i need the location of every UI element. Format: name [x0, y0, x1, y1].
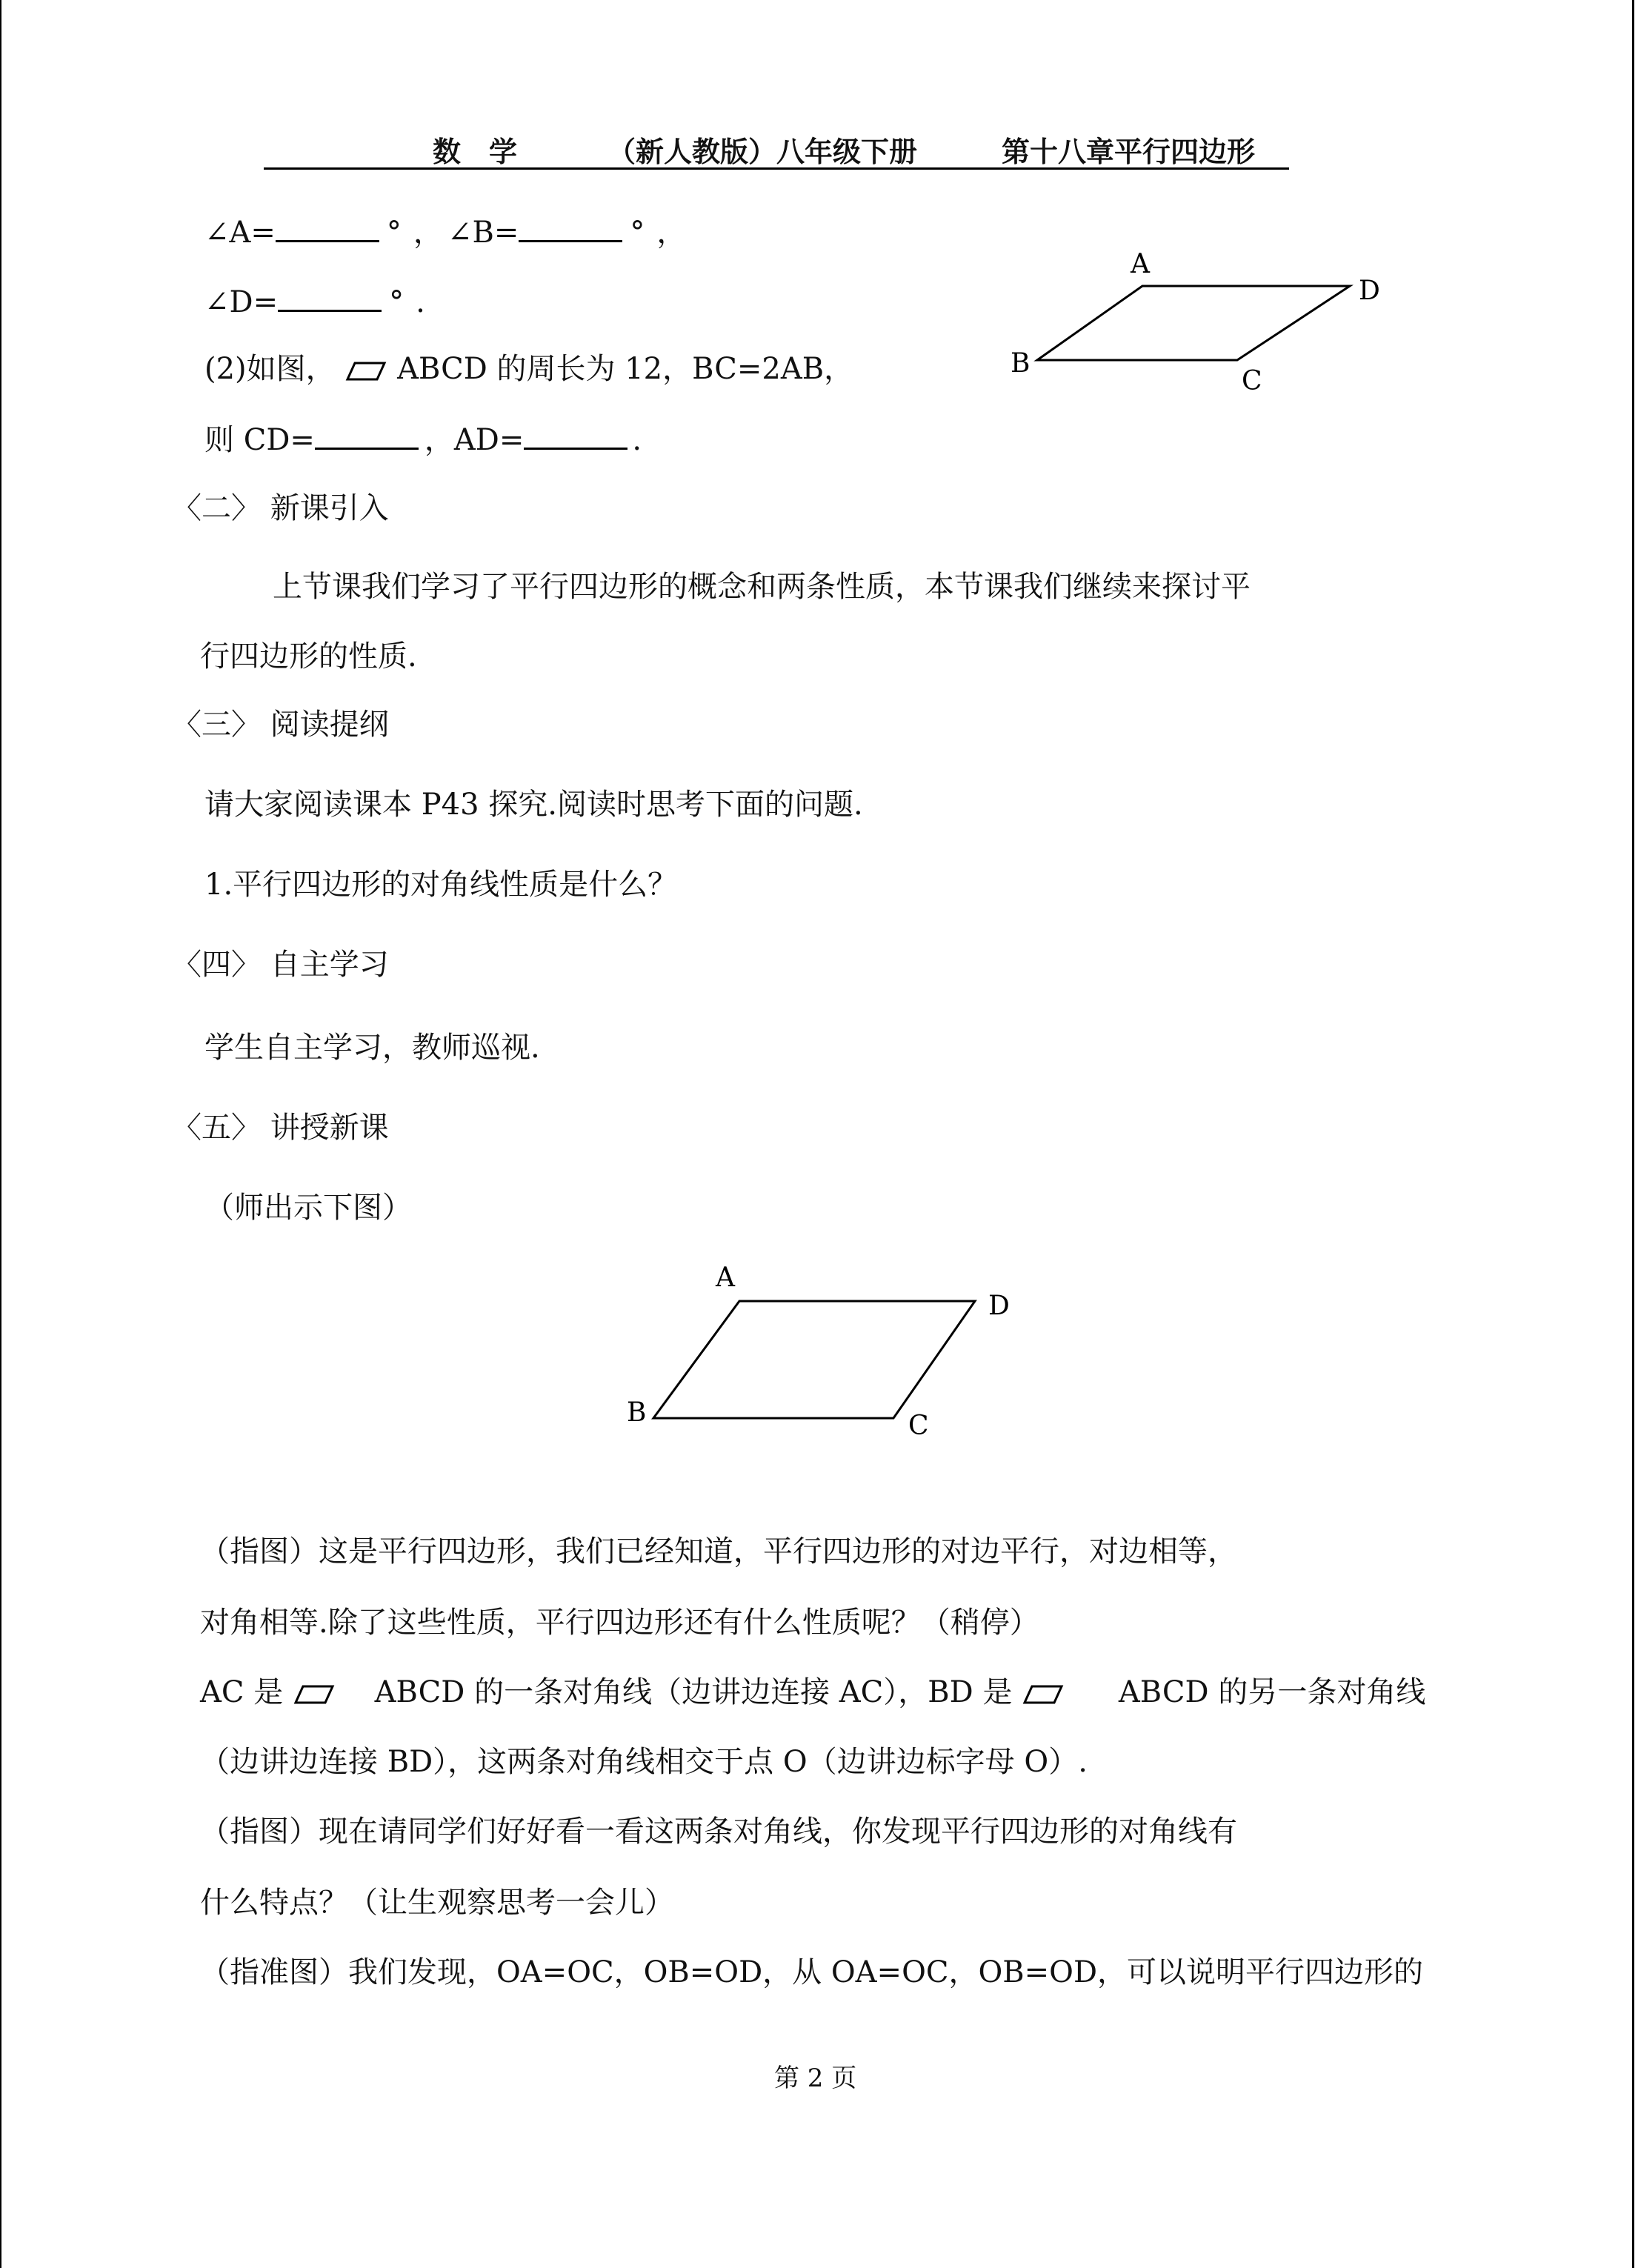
header-subject: 数 学 [433, 135, 518, 168]
angle-b-label: ∠B= [447, 216, 519, 250]
paragraph-line: 对角相等.除了这些性质，平行四边形还有什么性质呢？（稍停） [200, 1606, 1039, 1640]
exercise-q2-line1 [204, 351, 853, 387]
paragraph-line: （边讲边连接 BD），这两条对角线相交于点 O（边讲边标字母 O）. [200, 1745, 1088, 1779]
degree-symbol: ° [386, 216, 402, 250]
q2-cd-label: 则 CD= [204, 423, 315, 457]
figure-parallelogram-1 [993, 245, 1393, 408]
degree-symbol: ° [630, 216, 645, 250]
paragraph-line: （师出示下图） [204, 1191, 412, 1225]
period: . [632, 423, 642, 457]
parallelogram-shape [653, 1301, 975, 1418]
paragraph-line-with-symbols [200, 1675, 1425, 1710]
vertex-label-d: D [988, 1291, 1010, 1321]
separator-comma: ， [656, 216, 687, 250]
vertex-label-b: B [627, 1397, 647, 1428]
p2-part1: AC 是 [200, 1675, 284, 1709]
exercise-angles-line1 [204, 215, 686, 250]
q2-text: ABCD 的周长为 12，BC=2AB， [397, 352, 854, 386]
paragraph-line: 行四边形的性质. [200, 639, 417, 674]
vertex-label-a: A [1131, 249, 1150, 279]
vertex-label-c: C [908, 1411, 929, 1441]
paragraph-line: 什么特点？（让生观察思考一会儿） [200, 1886, 674, 1920]
page-number: 第 2 页 [774, 2064, 857, 2093]
ad-blank [524, 422, 627, 450]
p2-part3: ABCD 的另一条对角线 [1118, 1675, 1426, 1709]
exercise-q2-line2 [204, 422, 642, 458]
paragraph-line: （指图）这是平行四边形，我们已经知道，平行四边形的对边平行，对边相等， [200, 1534, 1237, 1569]
section-heading: 〈五〉 讲授新课 [172, 1111, 389, 1145]
parallelogram-shape [1037, 286, 1350, 360]
degree-symbol: ° [389, 285, 404, 319]
vertex-label-a: A [716, 1263, 735, 1293]
figure-parallelogram-2 [615, 1252, 1030, 1445]
paragraph-line: 上节课我们学习了平行四边形的概念和两条性质，本节课我们继续来探讨平 [273, 570, 1251, 604]
header-edition: （新人教版）八年级下册 [607, 135, 918, 168]
separator-comma: ， [413, 216, 443, 250]
paragraph-line: （指准图）我们发现，OA=OC，OB=OD，从 OA=OC，OB=OD，可以说明平行四边形的 [200, 1955, 1424, 1989]
angle-d-blank [278, 285, 382, 312]
page-header [264, 126, 1289, 170]
paragraph-line: 学生自主学习，教师巡视. [204, 1031, 540, 1065]
period: . [416, 285, 425, 319]
section-heading: 〈三〉 阅读提纲 [172, 708, 389, 742]
paragraph-line: （指图）现在请同学们好好看一看这两条对角线，你发现平行四边形的对角线有 [200, 1815, 1237, 1849]
parallelogram-icon [1022, 1682, 1065, 1707]
header-chapter: 第十八章平行四边形 [1002, 135, 1256, 168]
vertex-label-d: D [1359, 276, 1380, 306]
section-heading: 〈二〉 新课引入 [172, 491, 389, 525]
paragraph-line: 请大家阅读课本 P43 探究.阅读时思考下面的问题. [204, 788, 863, 822]
vertex-label-b: B [1011, 348, 1031, 379]
angle-d-label: ∠D= [204, 285, 279, 319]
vertex-label-c: C [1242, 366, 1262, 396]
angle-b-blank [519, 215, 622, 242]
parallelogram-icon [293, 1682, 336, 1707]
p2-part2: ABCD 的一条对角线（边讲边连接 AC），BD 是 [374, 1675, 1013, 1709]
angle-a-label: ∠A= [204, 216, 276, 250]
separator-comma: ， [424, 423, 454, 457]
cd-blank [315, 422, 419, 450]
angle-a-blank [276, 215, 379, 242]
section-heading: 〈四〉 自主学习 [172, 948, 389, 982]
exercise-angles-line2 [204, 285, 425, 320]
q2-ad-label: AD= [453, 423, 525, 457]
parallelogram-icon [344, 359, 387, 384]
q2-prefix: (2)如图， [204, 352, 336, 386]
paragraph-line: 1.平行四边形的对角线性质是什么？ [204, 868, 678, 902]
